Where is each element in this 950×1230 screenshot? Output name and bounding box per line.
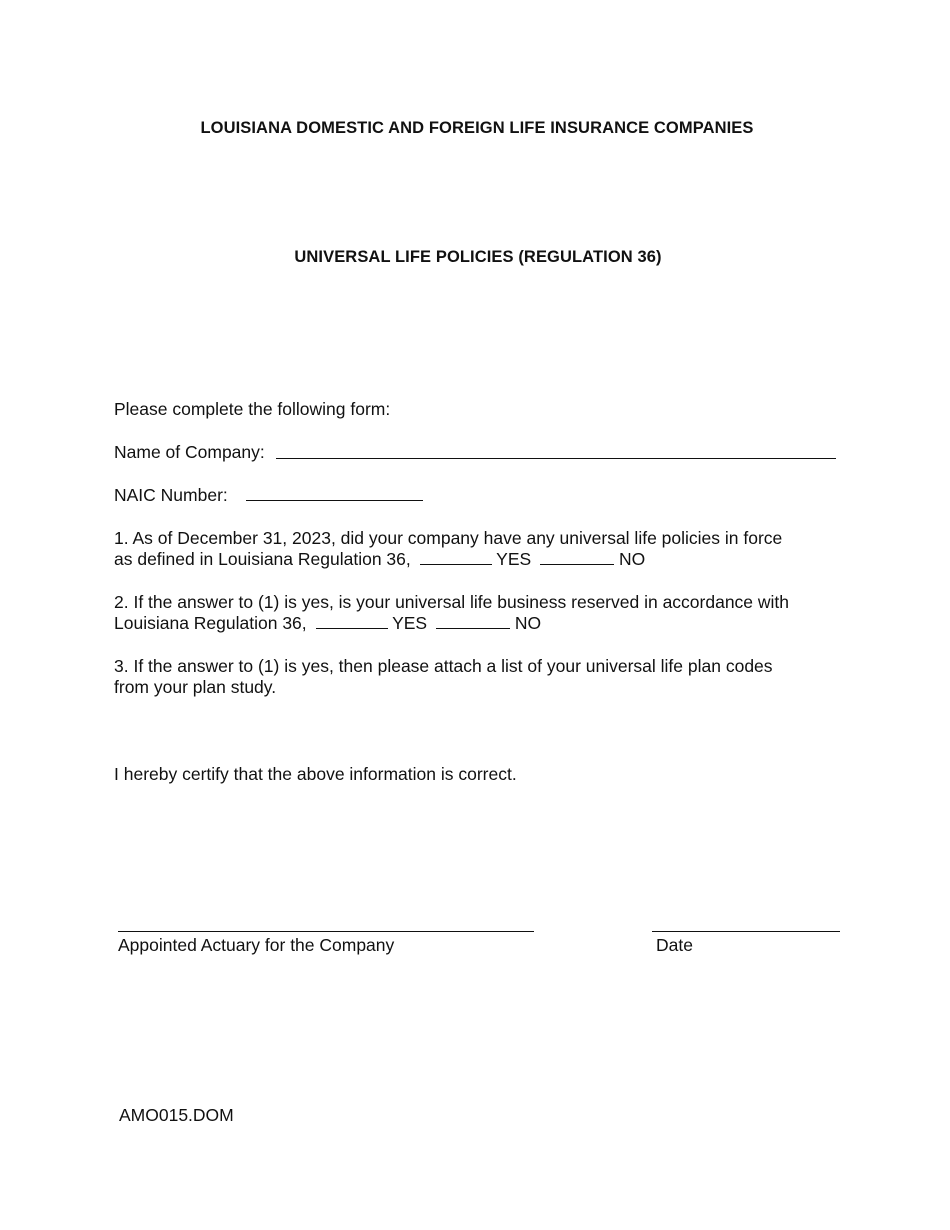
question-3-text-line2: from your plan study. [114,677,277,697]
actuary-signature-label: Appointed Actuary for the Company [118,935,395,955]
question-1-text-line2: as defined in Louisiana Regulation 36, [114,549,411,569]
naic-number-label: NAIC Number: [114,485,228,505]
document-subtitle: UNIVERSAL LIFE POLICIES (REGULATION 36) [294,248,662,266]
company-name-label: Name of Company: [114,442,265,462]
naic-number-field[interactable] [246,500,423,501]
actuary-signature-line[interactable] [118,931,534,932]
date-label: Date [656,935,693,955]
question-2-text-cont [114,613,541,634]
question-2-yes-blank[interactable] [316,613,388,629]
question-2-no-blank[interactable] [436,613,510,629]
form-intro: Please complete the following form: [114,399,391,419]
document-title: LOUISIANA DOMESTIC AND FOREIGN LIFE INSURANCE COMPANIES [200,119,754,137]
question-1-yes-label: YES [496,549,532,569]
company-name-field[interactable] [276,458,836,459]
question-2-no-label: NO [514,613,542,633]
form-code: AMO015.DOM [119,1105,234,1125]
date-signature-line[interactable] [652,931,840,932]
question-1-no-blank[interactable] [540,549,614,565]
question-2-text: 2. If the answer to (1) is yes, is your universal life business reserved in accordance with [114,592,790,612]
question-1-text: 1. As of December 31, 2023, did your company have any universal life policies in force [114,528,783,548]
question-1-no-label: NO [618,549,646,569]
question-2-text-line2: Louisiana Regulation 36, [114,613,307,633]
question-3-text: 3. If the answer to (1) is yes, then please attach a list of your universal life plan codes [114,656,773,676]
certification-statement: I hereby certify that the above information is correct. [114,764,517,784]
question-2-yes-label: YES [392,613,428,633]
question-1-yes-blank[interactable] [420,549,492,565]
question-1-text-cont [114,549,645,570]
